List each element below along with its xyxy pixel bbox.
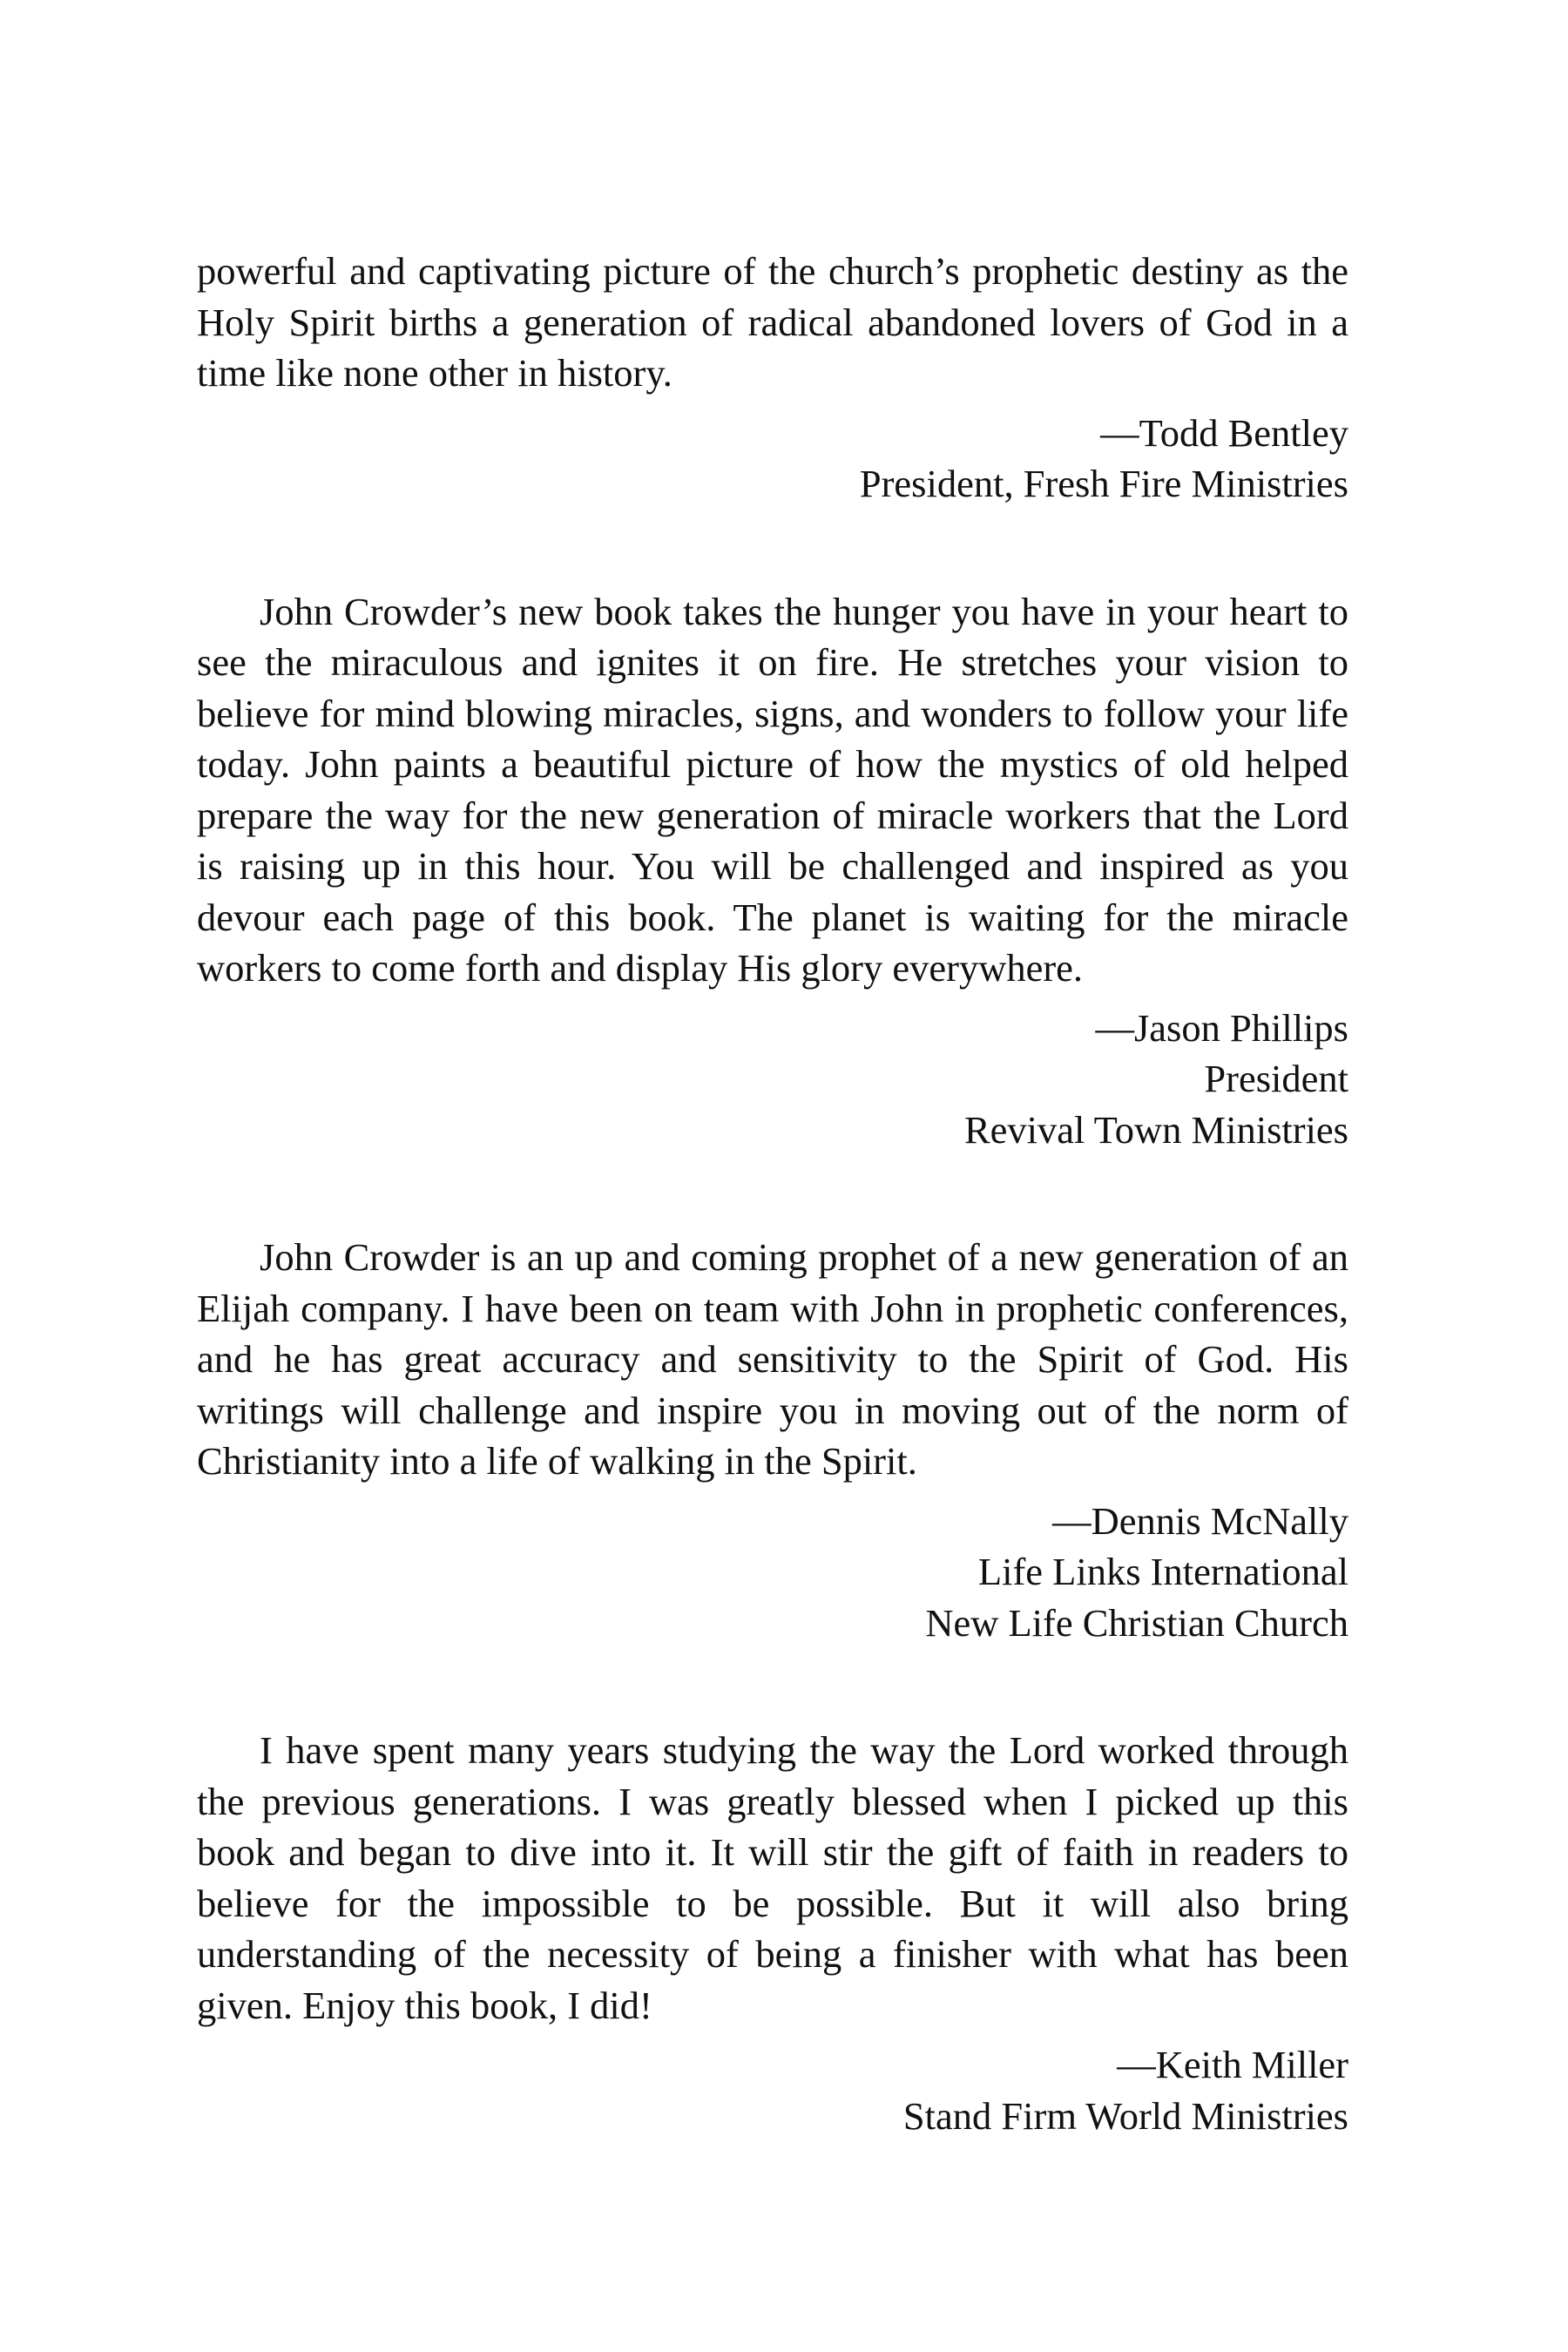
- attribution-title: President, Fresh Fire Ministries: [859, 462, 1348, 505]
- attribution-name: —Keith Miller: [1117, 2043, 1348, 2086]
- attribution-name: —Todd Bentley: [1100, 410, 1348, 455]
- endorsement-text: powerful and captivating picture of the church’s prophetic destiny as the Holy Spirit births a generation of radical abandoned lovers of God in a time like none other in history.: [197, 249, 1348, 395]
- endorsement-keith-miller: [197, 1725, 1348, 2141]
- attribution-organization: Revival Town Ministries: [963, 1107, 1348, 1152]
- book-page: [197, 246, 1348, 2141]
- endorsement-attribution: [197, 2039, 1348, 2141]
- endorsement-jason-phillips: [197, 586, 1348, 1156]
- endorsement-text: I have spent many years studying the way the Lord worked through the previous generations. I was greatly blessed when I picked up this book and began to dive into it. It will stir the gift of faith in readers to believe for the impossible to be possible. But it will also bring understanding of the necessity of being a finisher with what has been given. Enjoy this book, I did!: [197, 1728, 1348, 2027]
- attribution-name: —Jason Phillips: [1095, 1005, 1348, 1050]
- attribution-organization: Stand Firm World Ministries: [902, 2093, 1348, 2138]
- endorsement-attribution: [197, 1496, 1348, 1649]
- endorsement-text: John Crowder is an up and coming prophet of a new generation of an Elijah company. I have been on team with John in prophetic conferences, and he has great accuracy and sensitivity to the Spirit of God. His writings will challenge and inspire you in moving out of the norm of Christianity into a life of walking in the Spirit.: [197, 1235, 1348, 1483]
- attribution-organization: Life Links International: [977, 1550, 1348, 1593]
- endorsement-todd-bentley: [197, 246, 1348, 510]
- endorsement-dennis-mcnally: [197, 1232, 1348, 1648]
- endorsement-text: John Crowder’s new book takes the hunger you have in your heart to see the miraculous and ignites it on fire. He stretches your vision to believe for mind blowing miracles, signs, and wonders to follow your life today. John paints a beautiful picture of how the mystics of old helped prepare the way for the new generation of miracle workers that the Lord is raising up in this hour. You will be challenged and inspired as you devour each page of this book. The planet is waiting for the miracle workers to come forth and display His glory everywhere.: [197, 589, 1348, 990]
- attribution-organization: New Life Christian Church: [925, 1600, 1348, 1645]
- endorsement-attribution: [197, 408, 1348, 510]
- attribution-name: —Dennis McNally: [1052, 1498, 1348, 1543]
- endorsement-attribution: [197, 1003, 1348, 1156]
- attribution-title: President: [1204, 1057, 1348, 1100]
